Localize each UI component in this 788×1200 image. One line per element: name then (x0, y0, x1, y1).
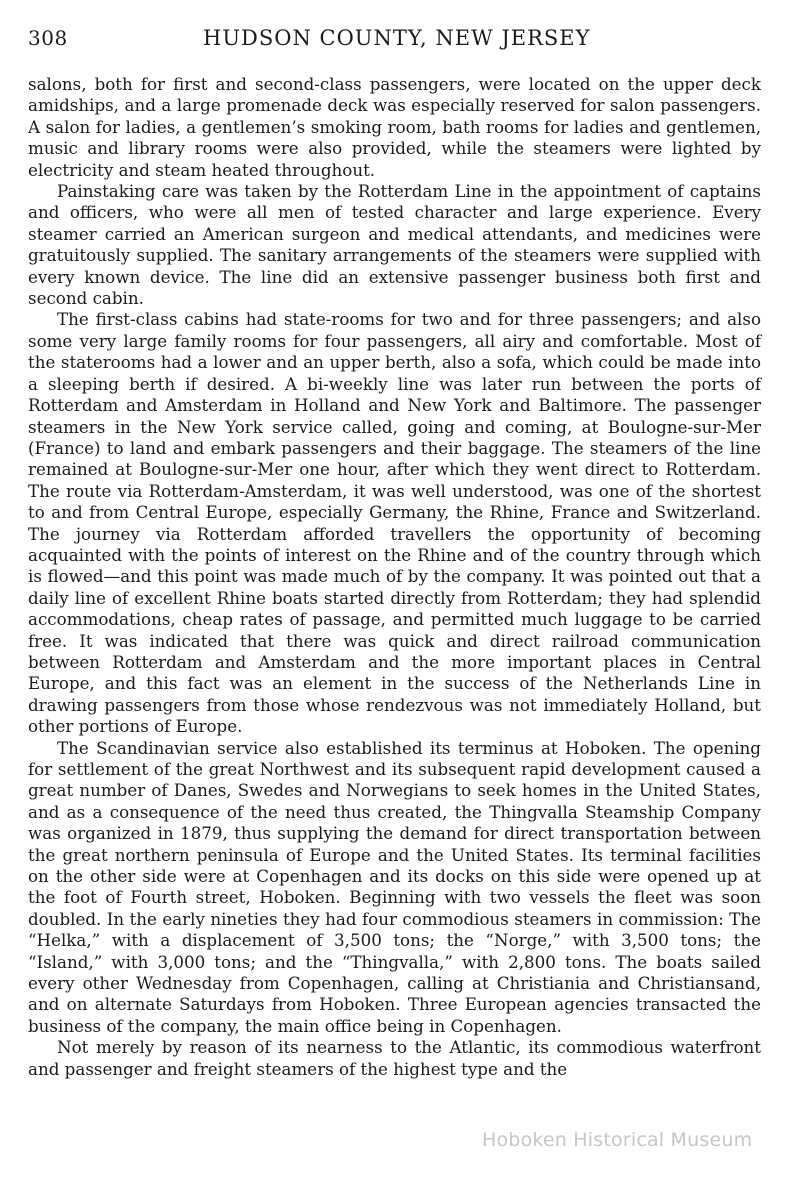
paragraph: The Scandinavian service also established its terminus at Hoboken. The opening for settlement of the great Northwest and its subsequent rapid development caused a great number of Danes, Swedes and Norwegians to seek homes in the United States, and as a consequence of the need thus created, the Thingvalla Steamship Company was organized in 1879, thus supplying the demand for direct transportation between the great northern peninsula of Europe and the United States. Its terminal facilities on the other side were at Copenhagen and its docks on this side were opened up at the foot of Fourth street, Hoboken. Beginning with two vessels the fleet was soon doubled. In the early nineties they had four commodious steamers in commission: The “Helka,” with a displacement of 3,500 tons; the “Norge,” with 3,500 tons; the “Island,” with 3,000 tons; and the “Thingvalla,” with 2,800 tons. The boats sailed every other Wednesday from Copenhagen, calling at Christiania and Christiansand, and on alternate Saturdays from Hoboken. Three European agencies transacted the business of the company, the main office being in Copenhagen. (28, 737, 761, 1036)
running-head-title: HUDSON COUNTY, NEW JERSEY (203, 26, 591, 50)
paragraph: Painstaking care was taken by the Rotterdam Line in the appointment of captains and officers, who were all men of tested character and large experience. Every steamer carried an American surgeon and medical attendants, and medicines were gratuitously supplied. The sanitary arrangements of the steamers were supplied with every known device. The line did an extensive passenger business both first and second cabin. (28, 181, 761, 309)
paragraph: The first-class cabins had state-rooms for two and for three passengers; and also some very large family rooms for four passengers, all airy and comfortable. Most of the staterooms had a lower and an upper berth, also a sofa, which could be made into a sleeping berth if desired. A bi-weekly line was later run between the ports of Rotterdam and Amsterdam in Holland and New York and Baltimore. The passenger steamers in the New York service called, going and coming, at Boulogne-sur-Mer (France) to land and embark passengers and their baggage. The steamers of the line remained at Boulogne-sur-Mer one hour, after which they went direct to Rotterdam. The route via Rotterdam-Amsterdam, it was well understood, was one of the shortest to and from Central Europe, especially Germany, the Rhine, France and Switzerland. The journey via Rotterdam afforded travellers the opportunity of becoming acquainted with the points of interest on the Rhine and of the country through which is flowed—and this point was made much of by the company. It was pointed out that a daily line of excellent Rhine boats started directly from Rotterdam; they had splendid accommodations, cheap rates of passage, and permitted much luggage to be carried free. It was indicated that there was quick and direct railroad communication between Rotterdam and Amsterdam and the more important places in Central Europe, and this fact was an element in the success of the Netherlands Line in drawing passengers from those whose rendezvous was not immediately Holland, but other portions of Europe. (28, 309, 761, 737)
paragraph-continued: salons, both for first and second-class passengers, were located on the upper deck amidships, and a large promenade deck was especially reserved for salon passengers. A salon for ladies, a gentlemen’s smoking room, bath rooms for ladies and gentlemen, music and library rooms were also provided, while the steamers were lighted by electricity and steam heated throughout. (28, 74, 761, 180)
watermark: Hoboken Historical Museum (482, 1129, 753, 1151)
paragraph: Not merely by reason of its nearness to the Atlantic, its commodious waterfront and passenger and freight steamers of the highest type and the (28, 1037, 761, 1079)
page-number: 308 (28, 26, 68, 50)
body-text (28, 74, 761, 1080)
page-header (28, 22, 761, 56)
